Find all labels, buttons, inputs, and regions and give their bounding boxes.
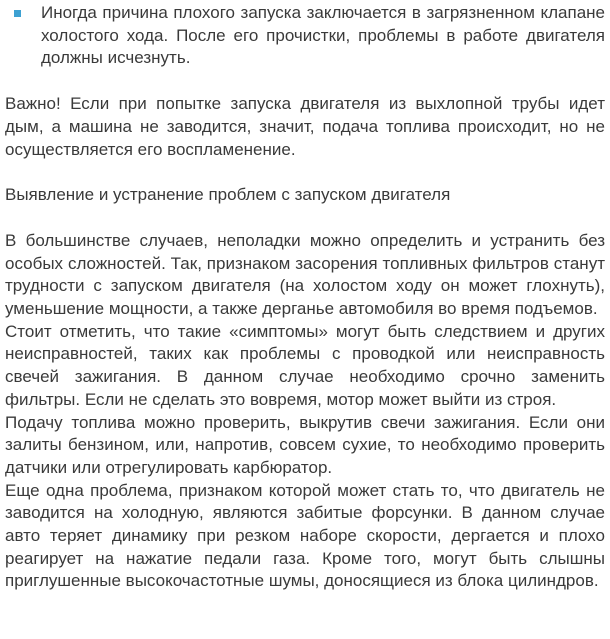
- paragraph-symptoms: Стоит отметить, что такие «симптомы» могут быть следствием и других неисправностей, таких как проблемы с проводкой или неисправность свечей зажигания. В данном случае необходимо срочно заменить фильтры. Если не сделать это вовремя, мотор может выйти из строя.: [5, 321, 605, 409]
- article-body: [5, 2, 605, 593]
- bullet-item-text: Иногда причина плохого запуска заключается в загрязненном клапане холостого хода. После его прочистки, проблемы в работе двигателя должны исчезнуть.: [41, 3, 605, 68]
- paragraph-injectors: Еще одна проблема, признаком которой может стать то, что двигатель не заводится на холодную, являются забитые форсунки. В данном случае авто теряет динамику при резком наборе скорости, дергается и плохо реагирует на нажатие педали газа. Кроме того, могут быть слышны приглушенные высокочастотные шумы, доносящиеся из блока цилиндров.: [5, 480, 605, 591]
- important-note: Важно! Если при попытке запуска двигателя из выхлопной трубы идет дым, а машина не заводится, значит, подача топлива происходит, но не осуществляется его воспламенение.: [5, 94, 605, 159]
- bullet-list-item: [5, 2, 605, 70]
- section-heading: Выявление и устранение проблем с запуском двигателя: [5, 185, 451, 205]
- square-bullet-icon: [14, 10, 21, 17]
- paragraph-fuel-check: Подачу топлива можно проверить, выкрутив свечи зажигания. Если они залиты бензином, или, напротив, совсем сухие, то необходимо проверить датчики или отрегулировать карбюратор.: [5, 412, 605, 477]
- paragraph-diagnosis: В большинстве случаев, неполадки можно определить и устранить без особых сложностей. Так, признаком засорения топливных фильтров станут трудности с запуском двигателя (на холостом ходу он может глохнуть), уменьшение мощности, а также дерганье автомобиля во время подъемов.: [5, 230, 605, 319]
